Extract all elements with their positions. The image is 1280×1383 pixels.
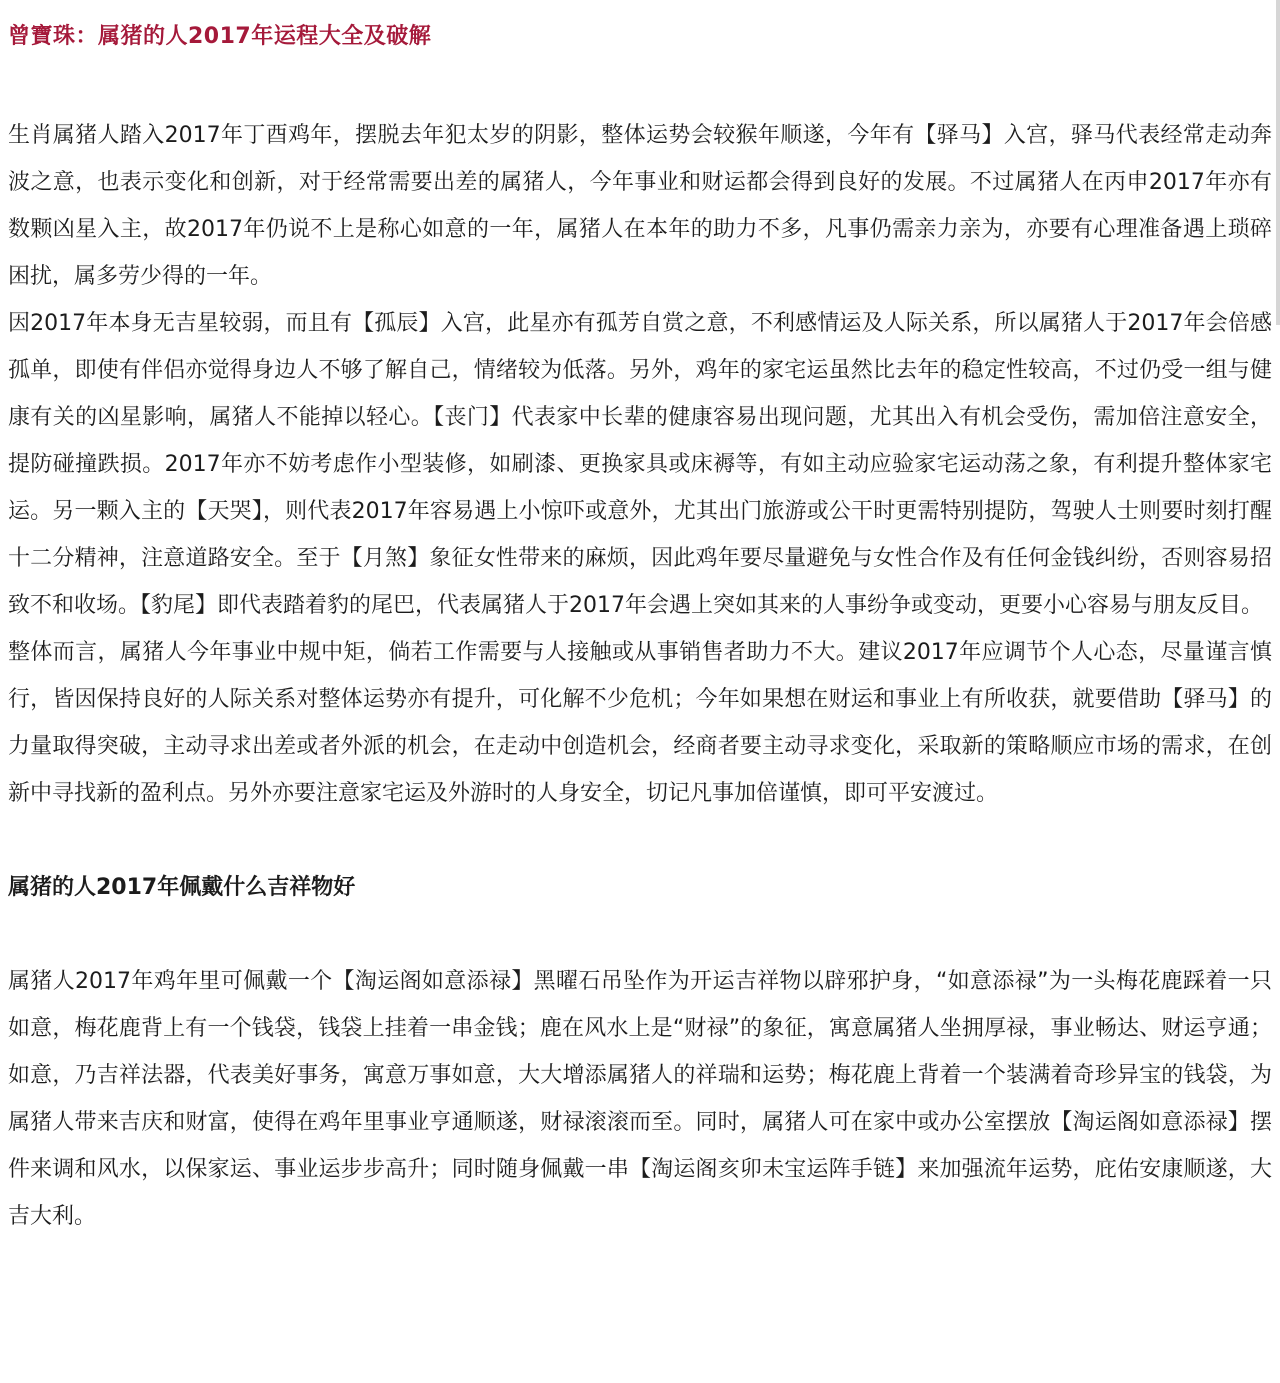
article <box>8 0 1272 1240</box>
paragraph-intro: 生肖属猪人踏入2017年丁酉鸡年，摆脱去年犯太岁的阴影，整体运势会较猴年顺遂，今年有【驿马】入宫，驿马代表经常走动奔波之意，也表示变化和创新，对于经常需要出差的属猪人，今年事业和财运都会得到良好的发展。不过属猪人在丙申2017年亦有数颗凶星入主，故2017年仍说不上是称心如意的一年，属猪人在本年的助力不多，凡事仍需亲力亲为，亦要有心理准备遇上琐碎困扰，属多劳少得的一年。 <box>8 123 1272 289</box>
paragraph-mascot: 属猪人2017年鸡年里可佩戴一个【淘运阁如意添禄】黑曜石吊坠作为开运吉祥物以辟邪护身，“如意添禄”为一头梅花鹿踩着一只如意，梅花鹿背上有一个钱袋，钱袋上挂着一串金钱；鹿在风水上是“财禄”的象征，寓意属猪人坐拥厚禄，事业畅达、财运亨通；如意，乃吉祥法器，代表美好事务，寓意万事如意，大大增添属猪人的祥瑞和运势；梅花鹿上背着一个装满着奇珍异宝的钱袋，为属猪人带来吉庆和财富，使得在鸡年里事业亨通顺遂，财禄滚滚而至。同时，属猪人可在家中或办公室摆放【淘运阁如意添禄】摆件来调和风水，以保家运、事业运步步高升；同时随身佩戴一串【淘运阁亥卯未宝运阵手链】来加强流年运势，庇佑安康顺遂，大吉大利。 <box>8 969 1272 1229</box>
section-subtitle: 属猪的人2017年佩戴什么吉祥物好 <box>8 875 356 900</box>
paragraph-stars: 因2017年本身无吉星较弱，而且有【孤辰】入宫，此星亦有孤芳自赏之意，不利感情运及人际关系，所以属猪人于2017年会倍感孤单，即使有伴侣亦觉得身边人不够了解自己，情绪较为低落。另外，鸡年的家宅运虽然比去年的稳定性较高，不过仍受一组与健康有关的凶星影响，属猪人不能掉以轻心。【丧门】代表家中长辈的健康容易出现问题，尤其出入有机会受伤，需加倍注意安全，提防碰撞跌损。2017年亦不妨考虑作小型装修，如刷漆、更换家具或床褥等，有如主动应验家宅运动荡之象，有利提升整体家宅运。另一颗入主的【天哭】，则代表2017年容易遇上小惊吓或意外，尤其出门旅游或公干时更需特别提防，驾驶人士则要时刻打醒十二分精神，注意道路安全。至于【月煞】象征女性带来的麻烦，因此鸡年要尽量避免与女性合作及有任何金钱纠纷，否则容易招致不和收场。【豹尾】即代表踏着豹的尾巴，代表属猪人于2017年会遇上突如其来的人事纷争或变动，更要小心容易与朋友反目。 <box>8 311 1272 618</box>
paragraph-summary: 整体而言，属猪人今年事业中规中矩，倘若工作需要与人接触或从事销售者助力不大。建议2017年应调节个人心态，尽量谨言慎行，皆因保持良好的人际关系对整体运势亦有提升，可化解不少危机；今年如果想在财运和事业上有所收获，就要借助【驿马】的力量取得突破，主动寻求出差或者外派的机会，在走动中创造机会，经商者要主动寻求变化，采取新的策略顺应市场的需求，在创新中寻找新的盈利点。另外亦要注意家宅运及外游时的人身安全，切记凡事加倍谨慎，即可平安渡过。 <box>8 640 1272 806</box>
scrollbar-thumb[interactable] <box>1276 0 1280 325</box>
article-title: 曾寶珠：属猪的人2017年运程大全及破解 <box>8 24 432 49</box>
